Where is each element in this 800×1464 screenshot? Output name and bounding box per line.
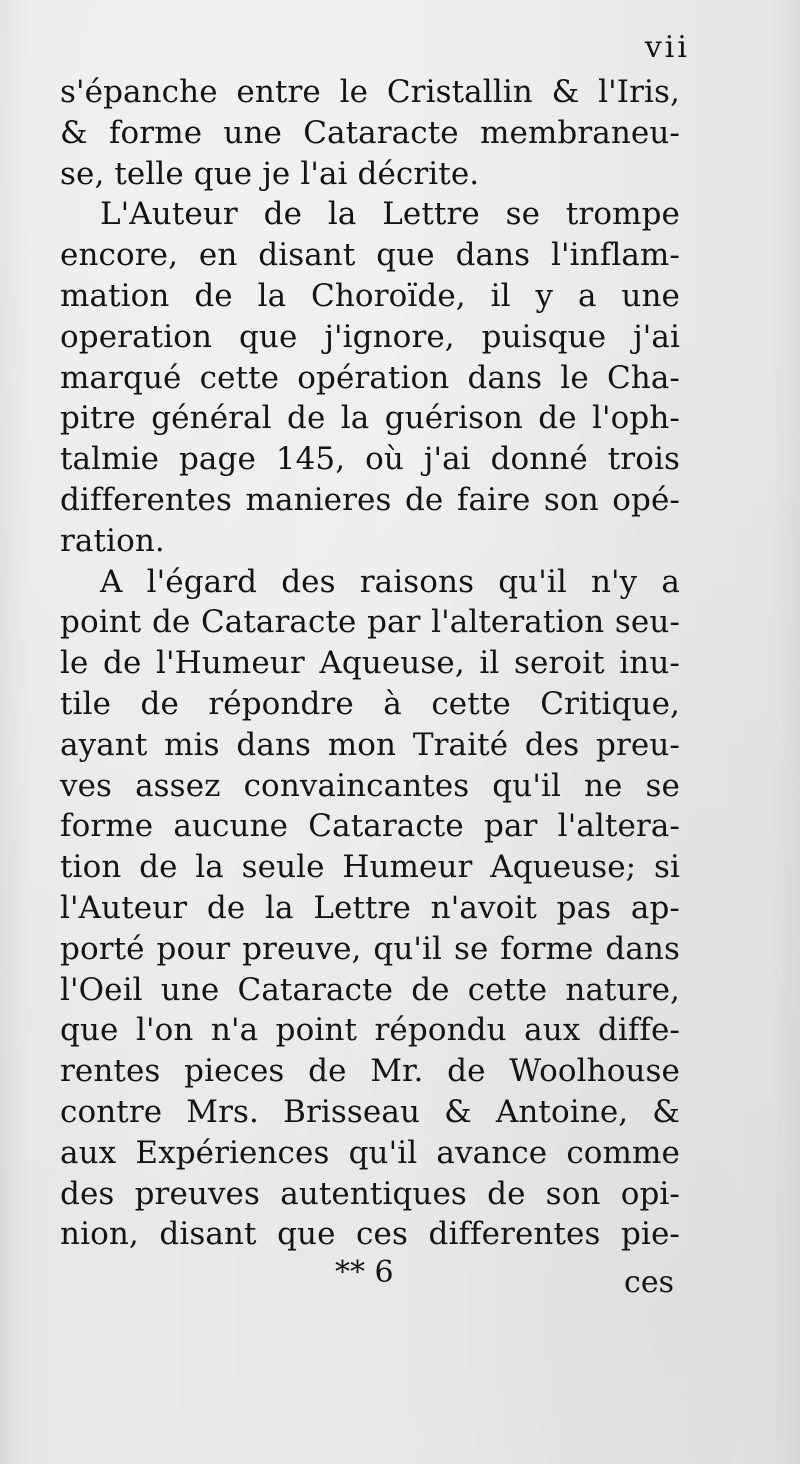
text-line: nion, disant que ces differentes pie- bbox=[60, 1216, 680, 1253]
text-line: l'Oeil une Cataracte de cette nature, bbox=[60, 971, 680, 1008]
page-footer bbox=[60, 1255, 680, 1301]
text-line: L'Auteur de la Lettre se trompe bbox=[100, 196, 680, 233]
text-line: porté pour preuve, qu'il se forme dans bbox=[60, 930, 680, 967]
page-number: vii bbox=[644, 30, 690, 65]
text-line: des preuves autentiques de son opi- bbox=[60, 1175, 680, 1212]
text-line: contre Mrs. Brisseau & Antoine, & bbox=[60, 1093, 680, 1130]
text-line: ration. bbox=[60, 522, 165, 559]
text-line: A l'égard des raisons qu'il n'y a bbox=[100, 563, 680, 600]
text-line: ayant mis dans mon Traité des preu- bbox=[60, 726, 680, 763]
text-line: & forme une Cataracte membraneu- bbox=[60, 114, 680, 151]
text-line: ves assez convaincantes qu'il ne se bbox=[60, 767, 680, 804]
text-line: rentes pieces de Mr. de Woolhouse bbox=[60, 1053, 680, 1090]
text-line: forme aucune Cataracte par l'altera- bbox=[60, 808, 680, 845]
text-line: se, telle que je l'ai décrite. bbox=[60, 155, 480, 192]
text-line: que l'on n'a point répondu aux diffe- bbox=[60, 1012, 680, 1049]
text-line: point de Cataracte par l'alteration seu- bbox=[60, 604, 680, 641]
text-line: tile de répondre à cette Critique, bbox=[60, 685, 680, 722]
text-line: operation que j'ignore, puisque j'ai bbox=[60, 318, 680, 355]
catchword: ces bbox=[624, 1265, 674, 1300]
text-line: s'épanche entre le Cristallin & l'Iris, bbox=[60, 74, 680, 110]
text-line: pitre général de la guérison de l'oph- bbox=[60, 400, 680, 437]
text-line: encore, en disant que dans l'inflam- bbox=[60, 237, 680, 274]
text-line: marqué cette opération dans le Cha- bbox=[60, 359, 680, 396]
text-line: differentes manieres de faire son opé- bbox=[60, 481, 680, 518]
text-line: tion de la seule Humeur Aqueuse; si bbox=[60, 849, 680, 886]
text-line: le de l'Humeur Aqueuse, il seroit inu- bbox=[60, 645, 680, 682]
text-line: talmie page 145, où j'ai donné trois bbox=[60, 441, 680, 478]
text-line: mation de la Choroïde, il y a une bbox=[60, 277, 680, 314]
text-line: l'Auteur de la Lettre n'avoit pas ap- bbox=[60, 889, 680, 926]
signature-mark: ** 6 bbox=[335, 1255, 394, 1290]
body-text bbox=[60, 72, 680, 1255]
text-line: aux Expériences qu'il avance comme bbox=[60, 1134, 680, 1171]
